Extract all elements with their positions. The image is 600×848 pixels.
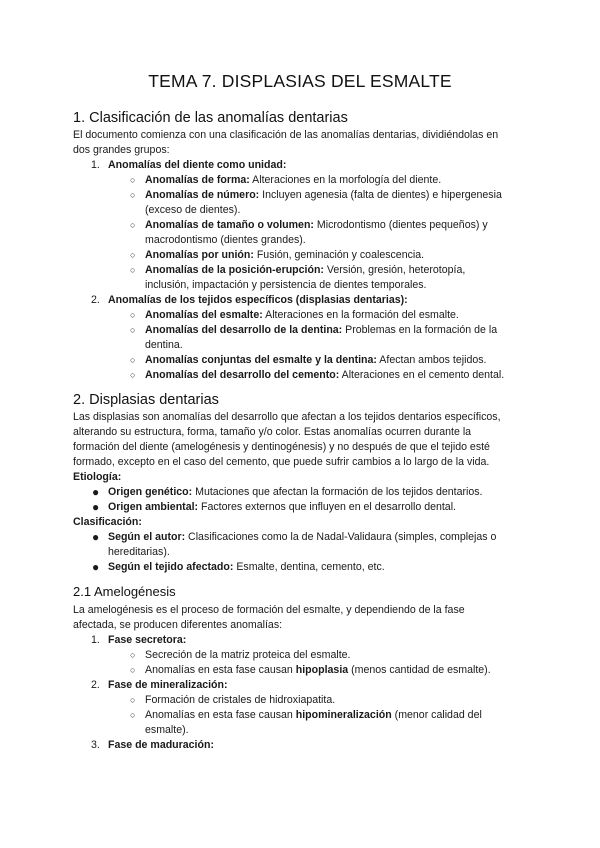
list-item: Según el tejido afectado: Esmalte, dentina, cemento, etc. <box>108 561 385 573</box>
bullet-circle-icon: ○ <box>130 265 136 275</box>
g2-label: Anomalías de los tejidos específicos (displasias dentarias): <box>108 294 408 306</box>
bullet-dot-icon: ● <box>92 560 100 574</box>
s21-intro-line-2: afectada, se producen diferentes anomalías: <box>73 619 283 631</box>
list-item: Formación de cristales de hidroxiapatita. <box>145 694 336 706</box>
bullet-circle-icon: ○ <box>130 370 136 380</box>
g1-label: Anomalías del diente como unidad: <box>108 159 287 171</box>
s21-intro-line-1: La amelogénesis es el proceso de formación del esmalte, y dependiendo de la fase <box>73 604 465 616</box>
list-item: Anomalías del desarrollo de la dentina: Problemas en la formación de la <box>145 324 498 336</box>
s2-para-line-3: formación del diente (amelogénesis y dentinogénesis) y no después de que el tejido esté <box>73 441 490 453</box>
f3-label: Fase de maduración: <box>108 739 214 751</box>
bullet-circle-icon: ○ <box>130 355 136 365</box>
etiologia-label: Etiología: <box>73 471 122 483</box>
list-item: Anomalías conjuntas del esmalte y la dentina: Afectan ambos tejidos. <box>145 354 487 366</box>
s2-para-line-1: Las displasias son anomalías del desarrollo que afectan a los tejidos dentarios específicos, <box>73 411 501 423</box>
s1-intro-line-1: El documento comienza con una clasificación de las anomalías dentarias, dividiéndolas en <box>73 129 499 141</box>
bullet-dot-icon: ● <box>92 500 100 514</box>
section-2-heading: 2. Displasias dentarias <box>73 392 219 408</box>
bullet-circle-icon: ○ <box>130 710 136 720</box>
list-item-continuation: hereditarias). <box>108 546 170 558</box>
page-title: TEMA 7. DISPLASIAS DEL ESMALTE <box>148 71 452 91</box>
list-item: Anomalías de la posición-erupción: Versión, gresión, heterotopía, <box>145 264 466 276</box>
list-item: Anomalías de forma: Alteraciones en la morfología del diente. <box>145 174 442 186</box>
section-2-1-heading: 2.1 Amelogénesis <box>73 584 176 599</box>
f2-label: Fase de mineralización: <box>108 679 228 691</box>
list-item: Anomalías de número: Incluyen agenesia (falta de dientes) e hipergenesia <box>145 189 502 201</box>
bullet-dot-icon: ● <box>92 530 100 544</box>
list-item: Anomalías en esta fase causan hipomineralización (menor calidad del <box>145 709 482 721</box>
bullet-circle-icon: ○ <box>130 650 136 660</box>
bullet-circle-icon: ○ <box>130 250 136 260</box>
bullet-circle-icon: ○ <box>130 190 136 200</box>
list-item-continuation: (exceso de dientes). <box>145 204 241 216</box>
list-item-continuation: dentina. <box>145 339 183 351</box>
clasificacion-label: Clasificación: <box>73 516 142 528</box>
list-item: Origen ambiental: Factores externos que influyen en el desarrollo dental. <box>108 501 456 513</box>
bullet-circle-icon: ○ <box>130 695 136 705</box>
f2-number: 2. <box>91 679 100 691</box>
g2-number: 2. <box>91 294 100 306</box>
list-item: Según el autor: Clasificaciones como la de Nadal-Validaura (simples, complejas o <box>108 531 497 543</box>
list-item-continuation: esmalte). <box>145 724 189 736</box>
f3-number: 3. <box>91 739 100 751</box>
list-item-continuation: inclusión, impactación y persistencia de dientes temporales. <box>145 279 427 291</box>
list-item: Anomalías del desarrollo del cemento: Alteraciones en el cemento dental. <box>145 369 505 381</box>
g1-number: 1. <box>91 159 100 171</box>
bullet-circle-icon: ○ <box>130 175 136 185</box>
list-item: Anomalías de tamaño o volumen: Microdontismo (dientes pequeños) y <box>145 219 488 231</box>
f1-label: Fase secretora: <box>108 634 187 646</box>
bullet-circle-icon: ○ <box>130 310 136 320</box>
section-1-heading: 1. Clasificación de las anomalías dentarias <box>73 110 348 126</box>
s1-intro-line-2: dos grandes grupos: <box>73 144 170 156</box>
bullet-circle-icon: ○ <box>130 325 136 335</box>
s2-para-line-4: formado, excepto en el caso del cemento, que puede sufrir cambios a lo largo de la vida. <box>73 456 490 468</box>
list-item: Anomalías por unión: Fusión, geminación y coalescencia. <box>145 249 425 261</box>
list-item: Anomalías del esmalte: Alteraciones en la formación del esmalte. <box>145 309 459 321</box>
list-item: Origen genético: Mutaciones que afectan la formación de los tejidos dentarios. <box>108 486 483 498</box>
bullet-circle-icon: ○ <box>130 220 136 230</box>
bullet-dot-icon: ● <box>92 485 100 499</box>
bullet-circle-icon: ○ <box>130 665 136 675</box>
f1-number: 1. <box>91 634 100 646</box>
list-item: Secreción de la matriz proteica del esmalte. <box>145 649 351 661</box>
s2-para-line-2: alterando su estructura, forma, tamaño y/o color. Estas anomalías ocurren durante la <box>73 426 472 438</box>
list-item-continuation: macrodontismo (dientes grandes). <box>145 234 306 246</box>
list-item: Anomalías en esta fase causan hipoplasia (menos cantidad de esmalte). <box>145 664 491 676</box>
